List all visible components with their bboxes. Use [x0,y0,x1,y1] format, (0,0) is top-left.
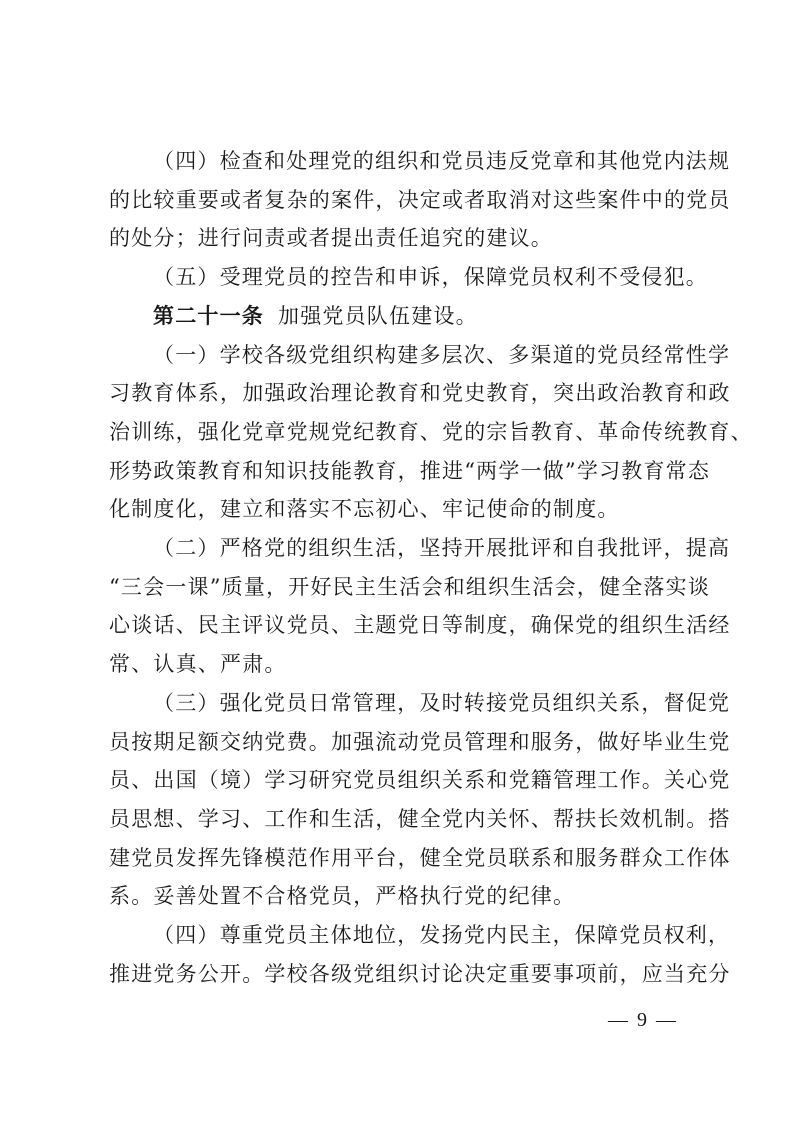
article-title: 加强党员队伍建设。 [278,303,478,328]
page-number: — 9 — [608,1009,678,1031]
text-line: 建党员发挥先锋模范作用平台，健全党员联系和服务群众工作体 [109,845,731,870]
text-line: 的处分；进行问责或者提出责任追究的建议。 [109,226,553,251]
text-line: 治训练，强化党章党规党纪教育、党的宗旨教育、革命传统教育、 [109,419,753,444]
text-line: （三）强化党员日常管理，及时转接党员组织关系，督促党 [153,690,731,715]
text-line: “三会一课”质量，开好民主生活会和组织生活会，健全落实谈 [109,574,711,599]
article-number: 第二十一条 [153,302,264,328]
text-line: 员思想、学习、工作和生活，健全党内关怀、帮扶长效机制。搭 [109,806,731,831]
document-body [109,142,753,993]
text-line: 常、认真、严肃。 [109,652,287,677]
text-line: （二）严格党的组织生活，坚持开展批评和自我批评，提高 [153,536,731,561]
text-line: 的比较重要或者复杂的案件，决定或者取消对这些案件中的党员 [109,187,731,212]
paragraph-item-2-organization-life [109,529,731,684]
paragraph-item-4-check [109,142,731,258]
text-line: 推进党务公开。学校各级党组织讨论决定重要事项前，应当充分 [109,961,731,986]
text-line: （四）检查和处理党的组织和党员违反党章和其他党内法规 [153,149,731,173]
text-line: （一）学校各级党组织构建多层次、多渠道的党员经常性学 [153,342,731,367]
text-line: 心谈话、民主评议党员、主题党日等制度，确保党的组织生活经 [109,613,731,638]
text-line: （四）尊重党员主体地位，发扬党内民主，保障党员权利， [153,923,731,948]
paragraph-item-4-democracy [109,916,731,993]
text-line: 形势政策教育和知识技能教育，推进“两学一做”学习教育常态 [109,458,711,483]
text-line: （五）受理党员的控告和申诉，保障党员权利不受侵犯。 [153,265,708,290]
text-line: 系。妥善处置不合格党员，严格执行党的纪律。 [109,884,576,909]
text-line: 习教育体系，加强政治理论教育和党史教育，突出政治教育和政 [109,381,731,406]
text-line: 化制度化，建立和落实不忘初心、牢记使命的制度。 [109,497,620,522]
article-21 [109,297,701,336]
paragraph-item-5-complaints [109,258,708,297]
paragraph-item-3-management [109,684,731,916]
text-line: 员、出国（境）学习研究党员组织关系和党籍管理工作。关心党 [109,768,731,793]
text-line: 员按期足额交纳党费。加强流动党员管理和服务，做好毕业生党 [109,729,731,754]
paragraph-item-1-education [109,336,753,530]
article-line [109,297,701,336]
